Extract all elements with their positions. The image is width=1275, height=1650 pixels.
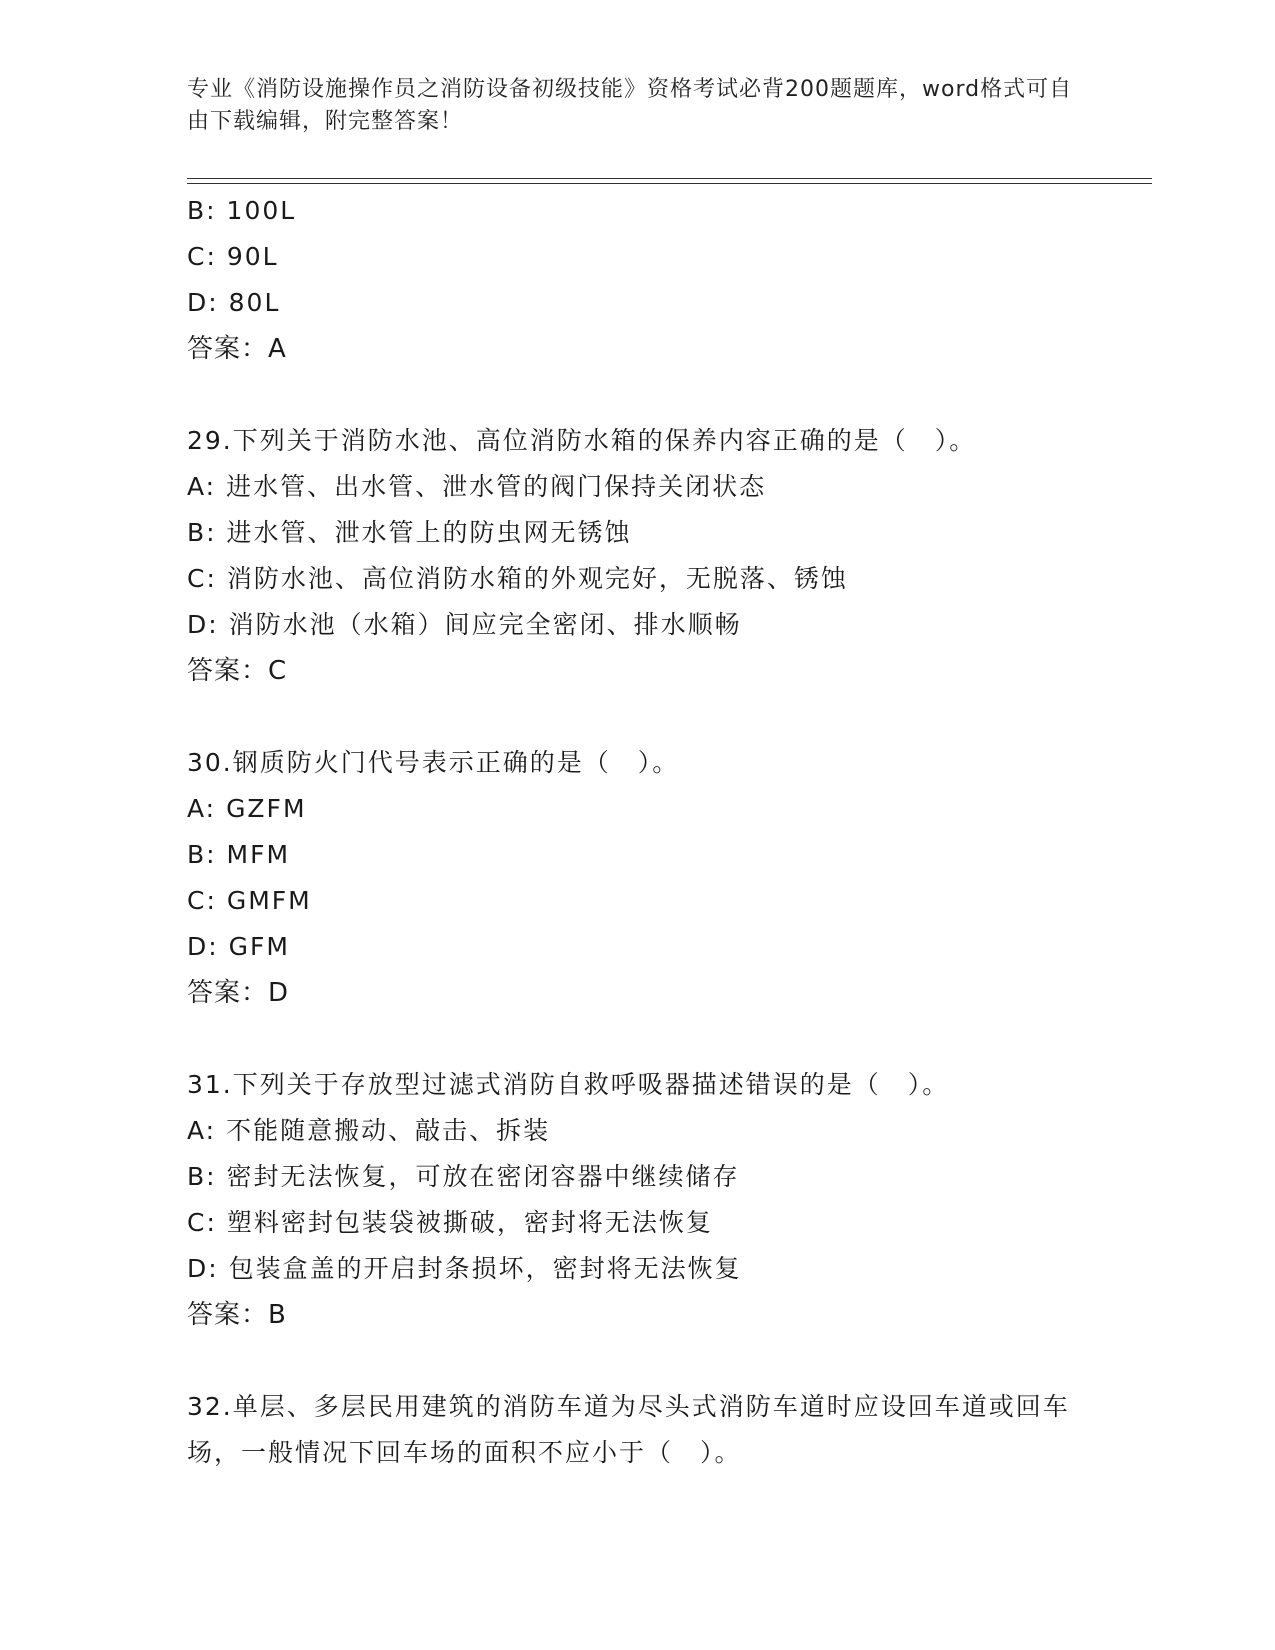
- header-rule-bottom: [187, 183, 1152, 184]
- question-stem: 30.钢质防火门代号表示正确的是（ ）。: [187, 748, 680, 777]
- option-item: B: 100L: [187, 196, 297, 225]
- answer-line: 答案：A: [187, 334, 287, 364]
- question-block: [187, 1384, 1107, 1476]
- question-list: [187, 188, 1107, 1476]
- document-header: [187, 74, 1087, 138]
- option-item: C: 90L: [187, 242, 279, 271]
- question-block: [187, 1062, 1107, 1338]
- answer-line: 答案：D: [187, 978, 290, 1008]
- spacer: [187, 1016, 1107, 1062]
- option-item: B: 密封无法恢复，可放在密闭容器中继续储存: [187, 1162, 740, 1191]
- question-stem: 31.下列关于存放型过滤式消防自救呼吸器描述错误的是（ ）。: [187, 1070, 950, 1099]
- header-rule-top: [187, 178, 1152, 179]
- prev-question-block: [187, 188, 1107, 372]
- spacer: [187, 372, 1107, 418]
- option-item: C: 消防水池、高位消防水箱的外观完好，无脱落、锈蚀: [187, 564, 848, 593]
- option-item: D: GFM: [187, 932, 290, 961]
- answer-line: 答案：B: [187, 1300, 287, 1330]
- option-item: B: 进水管、泄水管上的防虫网无锈蚀: [187, 518, 632, 547]
- spacer: [187, 694, 1107, 740]
- question-stem: 29.下列关于消防水池、高位消防水箱的保养内容正确的是（ ）。: [187, 426, 977, 455]
- option-item: C: GMFM: [187, 886, 312, 915]
- option-item: B: MFM: [187, 840, 291, 869]
- option-item: D: 包装盒盖的开启封条损坏，密封将无法恢复: [187, 1254, 742, 1283]
- option-item: A: 不能随意搬动、敲击、拆装: [187, 1116, 551, 1145]
- question-block: [187, 418, 1107, 694]
- option-item: D: 消防水池（水箱）间应完全密闭、排水顺畅: [187, 610, 742, 639]
- question-block: [187, 740, 1107, 1016]
- option-item: C: 塑料密封包装袋被撕破，密封将无法恢复: [187, 1208, 713, 1237]
- answer-line: 答案：C: [187, 656, 288, 686]
- option-item: A: GZFM: [187, 794, 307, 823]
- question-stem: 32.单层、多层民用建筑的消防车道为尽头式消防车道时应设回车道或回车场，一般情况下回车场的面积不应小于（ ）。: [187, 1392, 1070, 1467]
- option-item: D: 80L: [187, 288, 281, 317]
- header-text: 专业《消防设施操作员之消防设备初级技能》资格考试必背200题题库，word格式可自由下载编辑，附完整答案！: [187, 77, 1073, 134]
- option-item: A: 进水管、出水管、泄水管的阀门保持关闭状态: [187, 472, 767, 501]
- spacer: [187, 1338, 1107, 1384]
